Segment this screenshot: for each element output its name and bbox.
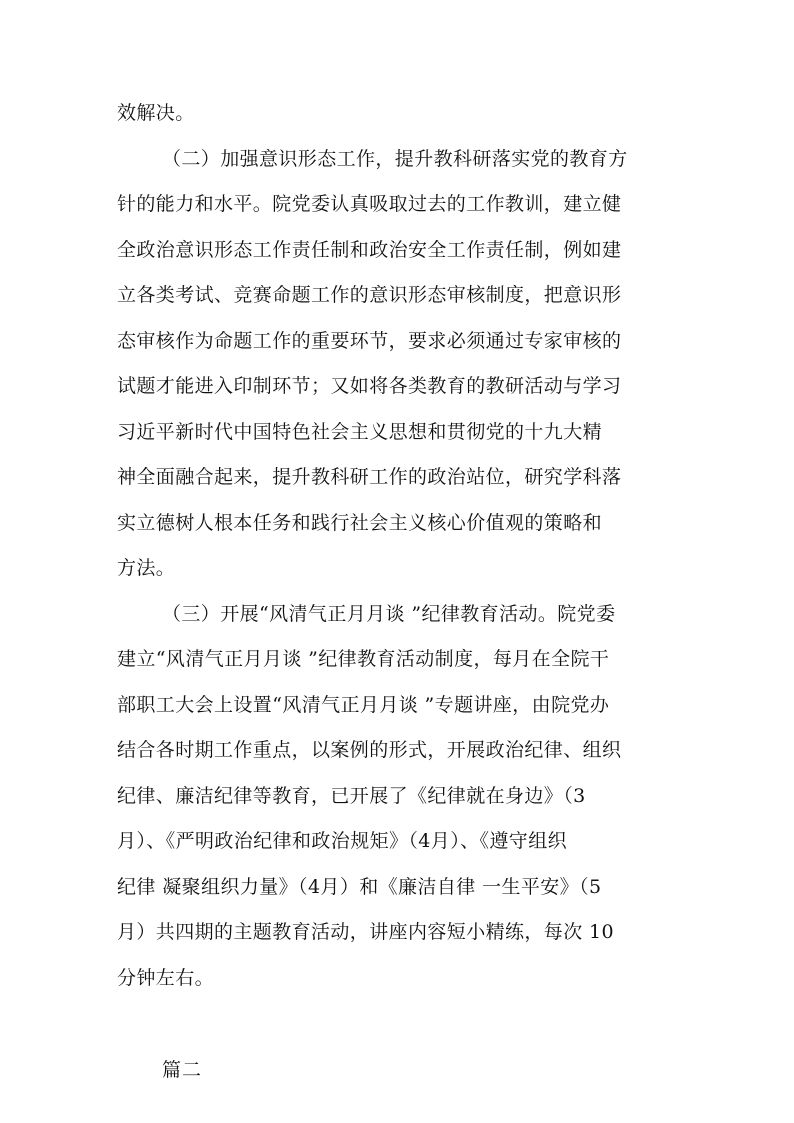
section-heading: 篇二 (162, 1059, 203, 1081)
paragraph-line: 月）、《严明政治纪律和政治规矩》（4月）、《遵守组织 (117, 830, 567, 852)
paragraph-line: 态审核作为命题工作的重要环节，要求必须通过专家审核的 (117, 330, 622, 352)
paragraph-line: 神全面融合起来，提升教科研工作的政治站位，研究学科落 (117, 466, 622, 488)
paragraph-line: 纪律、廉洁纪律等教育，已开展了《纪律就在身边》（3 (117, 785, 586, 807)
paragraph-line: 纪律 凝聚组织力量》（4月）和《廉洁自律 一生平安》（5 (117, 876, 602, 898)
paragraph-line: 结合各时期工作重点，以案例的形式，开展政治纪律、组织 (117, 739, 622, 761)
paragraph-line: 方法。 (117, 557, 176, 579)
paragraph-line: （三）开展“风清气正月月谈 ”纪律教育活动。院党委 (162, 603, 616, 625)
paragraph-line: 试题才能进入印制环节；又如将各类教育的教研活动与学习 (117, 375, 622, 397)
paragraph-line: 实立德树人根本任务和践行社会主义核心价值观的策略和 (117, 512, 603, 534)
paragraph-line: 月）共四期的主题教育活动，讲座内容短小精练，每次 10 (117, 921, 615, 943)
paragraph-line: 针的能力和水平。院党委认真吸取过去的工作教训，建立健 (117, 193, 622, 215)
paragraph-line: 全政治意识形态工作责任制和政治安全工作责任制，例如建 (117, 239, 622, 261)
paragraph-line: 部职工大会上设置“风清气正月月谈 ”专题讲座，由院党办 (117, 694, 610, 716)
paragraph-line: 效解决。 (117, 102, 195, 124)
paragraph-line: 习近平新时代中国特色社会主义思想和贯彻党的十九大精 (117, 421, 603, 443)
paragraph-line: 分钟左右。 (117, 967, 215, 989)
paragraph-line: （二）加强意识形态工作，提升教科研落实党的教育方 (162, 148, 628, 170)
paragraph-line: 立各类考试、竞赛命题工作的意识形态审核制度，把意识形 (117, 284, 622, 306)
paragraph-line: 建立“风清气正月月谈 ”纪律教育活动制度，每月在全院干 (117, 648, 610, 670)
